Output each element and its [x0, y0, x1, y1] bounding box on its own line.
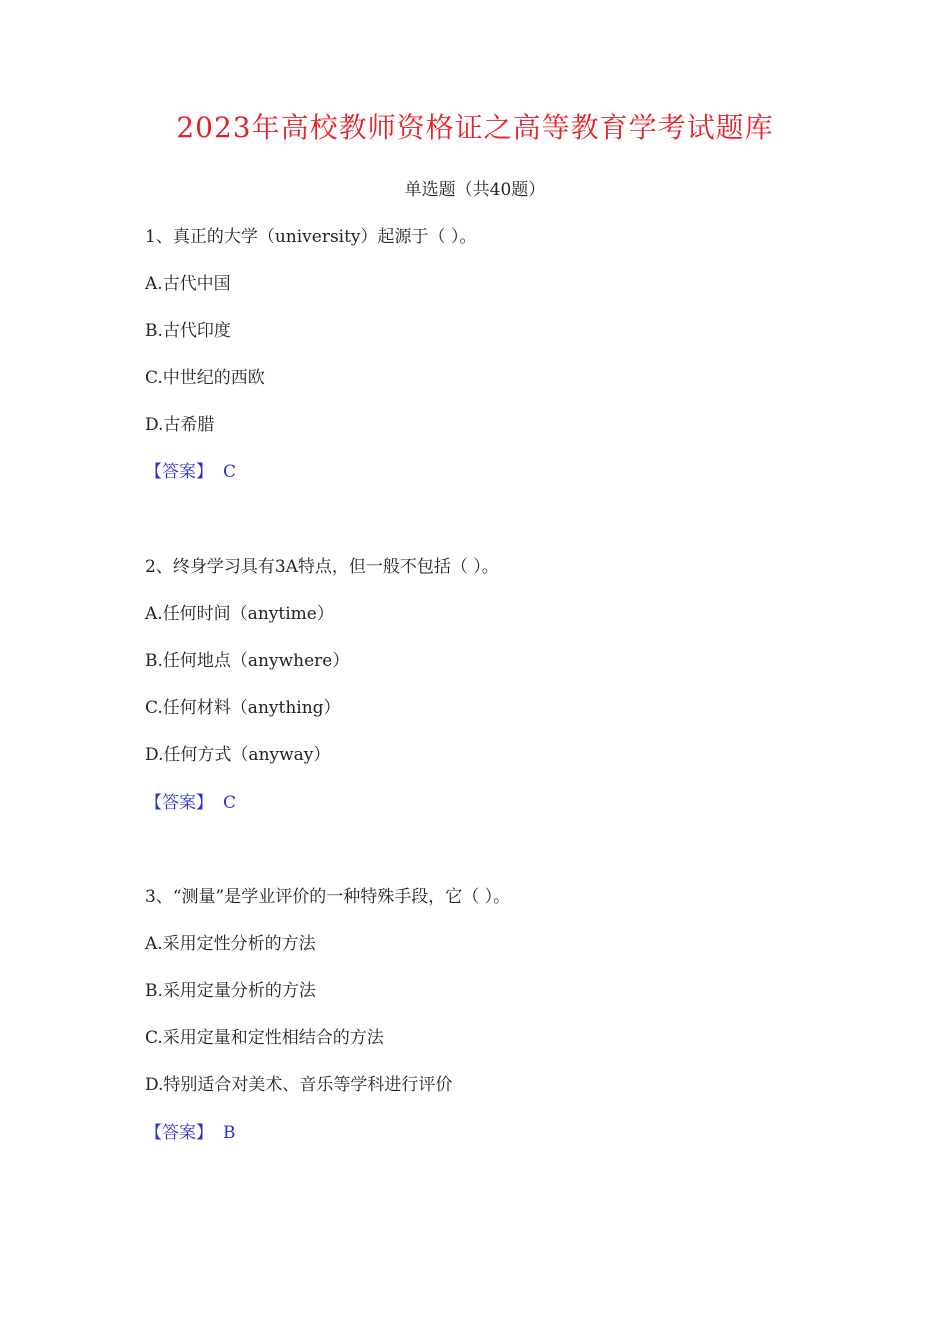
question-3-option-d: D.特别适合对美术、音乐等学科进行评价	[145, 1075, 453, 1095]
question-1-option-c: C.中世纪的西欧	[145, 368, 265, 388]
answer-value: B	[223, 1123, 236, 1143]
question-3-stem: 3、“测量”是学业评价的一种特殊手段，它（ ）。	[145, 887, 511, 907]
question-1-answer	[145, 457, 236, 482]
document-title: 2023年高校教师资格证之高等教育学考试题库	[176, 111, 774, 144]
answer-value: C	[223, 462, 237, 482]
question-1-option-a: A.古代中国	[145, 274, 231, 294]
section-heading: 单选题（共40题）	[404, 180, 546, 200]
question-1-stem: 1、真正的大学（university）起源于（ ）。	[145, 227, 477, 247]
question-2-answer	[145, 788, 236, 813]
question-1-option-d: D.古希腊	[145, 415, 215, 435]
question-3-option-b: B.采用定量分析的方法	[145, 981, 316, 1001]
question-2-stem: 2、终身学习具有3A特点，但一般不包括（ ）。	[145, 557, 499, 577]
question-2-option-b: B.任何地点（anywhere）	[145, 651, 350, 671]
question-3-answer	[145, 1118, 236, 1143]
question-2-option-a: A.任何时间（anytime）	[145, 604, 334, 624]
question-3-option-c: C.采用定量和定性相结合的方法	[145, 1028, 384, 1048]
answer-value: C	[223, 793, 237, 813]
question-1-option-b: B.古代印度	[145, 321, 231, 341]
answer-label: 【答案】	[145, 793, 213, 813]
question-3-option-a: A.采用定性分析的方法	[145, 934, 316, 954]
question-2-option-d: D.任何方式（anyway）	[145, 745, 331, 765]
question-2-option-c: C.任何材料（anything）	[145, 698, 341, 718]
answer-label: 【答案】	[145, 1123, 213, 1143]
answer-label: 【答案】	[145, 462, 213, 482]
